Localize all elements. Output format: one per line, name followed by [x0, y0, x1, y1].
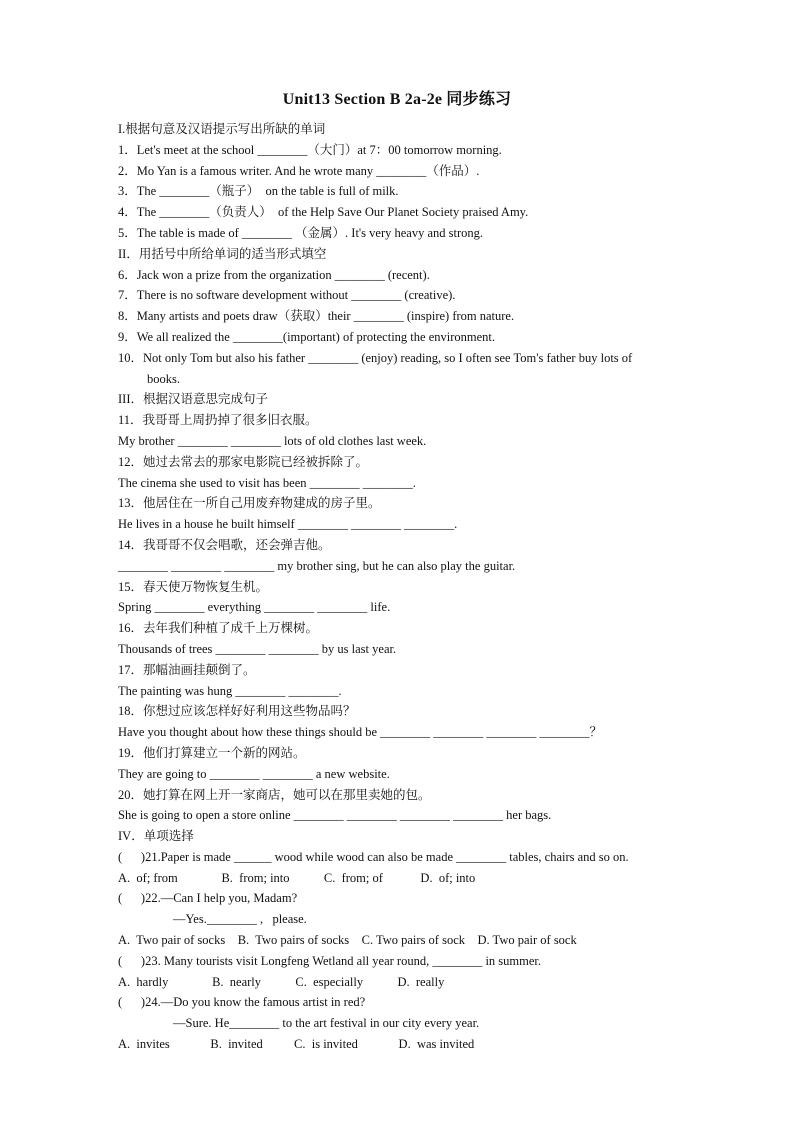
question-14-prompt: 14．我哥哥不仅会唱歌，还会弹吉他。 [118, 537, 331, 552]
question-16-prompt: 16．去年我们种植了成千上万棵树。 [118, 621, 319, 636]
question-24: ( )24.—Do you know the famous artist in red? [118, 995, 366, 1010]
question-12-sentence: The cinema she used to visit has been ________ ________. [118, 475, 416, 490]
question-3: 3．The ________（瓶子） on the table is full of milk. [118, 184, 399, 199]
question-18-sentence: Have you thought about how these things should be ________ ________ ________ ________？ [118, 725, 602, 740]
question-8: 8．Many artists and poets draw（获取）their ________ (inspire) from nature. [118, 309, 515, 324]
question-10-continued: books. [147, 371, 180, 386]
question-1: 1．Let's meet at the school ________（大门）at 7：00 tomorrow morning. [118, 142, 502, 157]
question-17-prompt: 17．那幅油画挂颠倒了。 [118, 662, 256, 677]
question-19-sentence: They are going to ________ ________ a new website. [118, 766, 390, 781]
section-heading-4: IV．单项选择 [118, 829, 194, 844]
question-22: ( )22.—Can I help you, Madam? [118, 891, 298, 906]
section-heading-3: III．根据汉语意思完成句子 [118, 392, 268, 407]
question-7: 7．There is no software development without ________ (creative). [118, 288, 456, 303]
question-6: 6．Jack won a prize from the organization ________ (recent). [118, 267, 430, 282]
question-22-options: A. Two pair of socks B. Two pairs of socks C. Two pairs of sock D. Two pair of sock [118, 933, 577, 948]
question-15-prompt: 15．春天使万物恢复生机。 [118, 579, 269, 594]
question-2: 2．Mo Yan is a famous writer. And he wrote many ________（作品）. [118, 163, 480, 178]
question-13-prompt: 13．他居住在一所自己用废弃物建成的房子里。 [118, 496, 381, 511]
question-23: ( )23. Many tourists visit Longfeng Wetland all year round, ________ in summer. [118, 953, 542, 968]
question-19-prompt: 19．他们打算建立一个新的网站。 [118, 745, 306, 760]
question-5: 5．The table is made of ________ （金属）. It's very heavy and strong. [118, 225, 484, 240]
page-title: Unit13 Section B 2a-2e 同步练习 [282, 91, 512, 108]
question-23-options: A. hardly B. nearly C. especially D. really [118, 974, 445, 989]
question-14-sentence: ________ ________ ________ my brother sing, but he can also play the guitar. [118, 558, 516, 573]
question-12-prompt: 12．她过去常去的那家电影院已经被拆除了。 [118, 454, 369, 469]
question-15-sentence: Spring ________ everything ________ ________ life. [118, 600, 391, 615]
question-20-sentence: She is going to open a store online ________ ________ ________ ________ her bags. [118, 808, 552, 823]
question-18-prompt: 18．你想过应该怎样好好利用这些物品吗？ [118, 704, 356, 719]
question-4: 4．The ________（负责人） of the Help Save Our Planet Society praised Amy. [118, 205, 529, 220]
question-17-sentence: The painting was hung ________ ________. [118, 683, 342, 698]
question-24-reply: —Sure. He________ to the art festival in our city every year. [173, 1016, 480, 1031]
question-21-options: A. of; from B. from; into C. from; of D. of; into [118, 870, 476, 885]
question-24-options: A. invites B. invited C. is invited D. was invited [118, 1037, 475, 1052]
question-22-reply: —Yes.________ , please. [173, 912, 307, 927]
question-13-sentence: He lives in a house he built himself ________ ________ ________. [118, 517, 458, 532]
section-heading-1: I.根据句意及汉语提示写出所缺的单词 [118, 122, 326, 136]
question-20-prompt: 20．她打算在网上开一家商店，她可以在那里卖她的包。 [118, 787, 431, 802]
question-21: ( )21.Paper is made ______ wood while wood can also be made ________ tables, chairs and so on. [118, 849, 629, 864]
section-heading-2: II．用括号中所给单词的适当形式填空 [118, 246, 327, 261]
question-16-sentence: Thousands of trees ________ ________ by us last year. [118, 641, 397, 656]
question-10: 10．Not only Tom but also his father ________ (enjoy) reading, so I often see Tom's father buy lots of [118, 350, 633, 365]
question-9: 9．We all realized the ________(important) of protecting the environment. [118, 329, 496, 344]
question-11-sentence: My brother ________ ________ lots of old clothes last week. [118, 433, 427, 448]
worksheet-body [118, 119, 718, 1055]
question-11-prompt: 11．我哥哥上周扔掉了很多旧衣服。 [118, 413, 318, 428]
